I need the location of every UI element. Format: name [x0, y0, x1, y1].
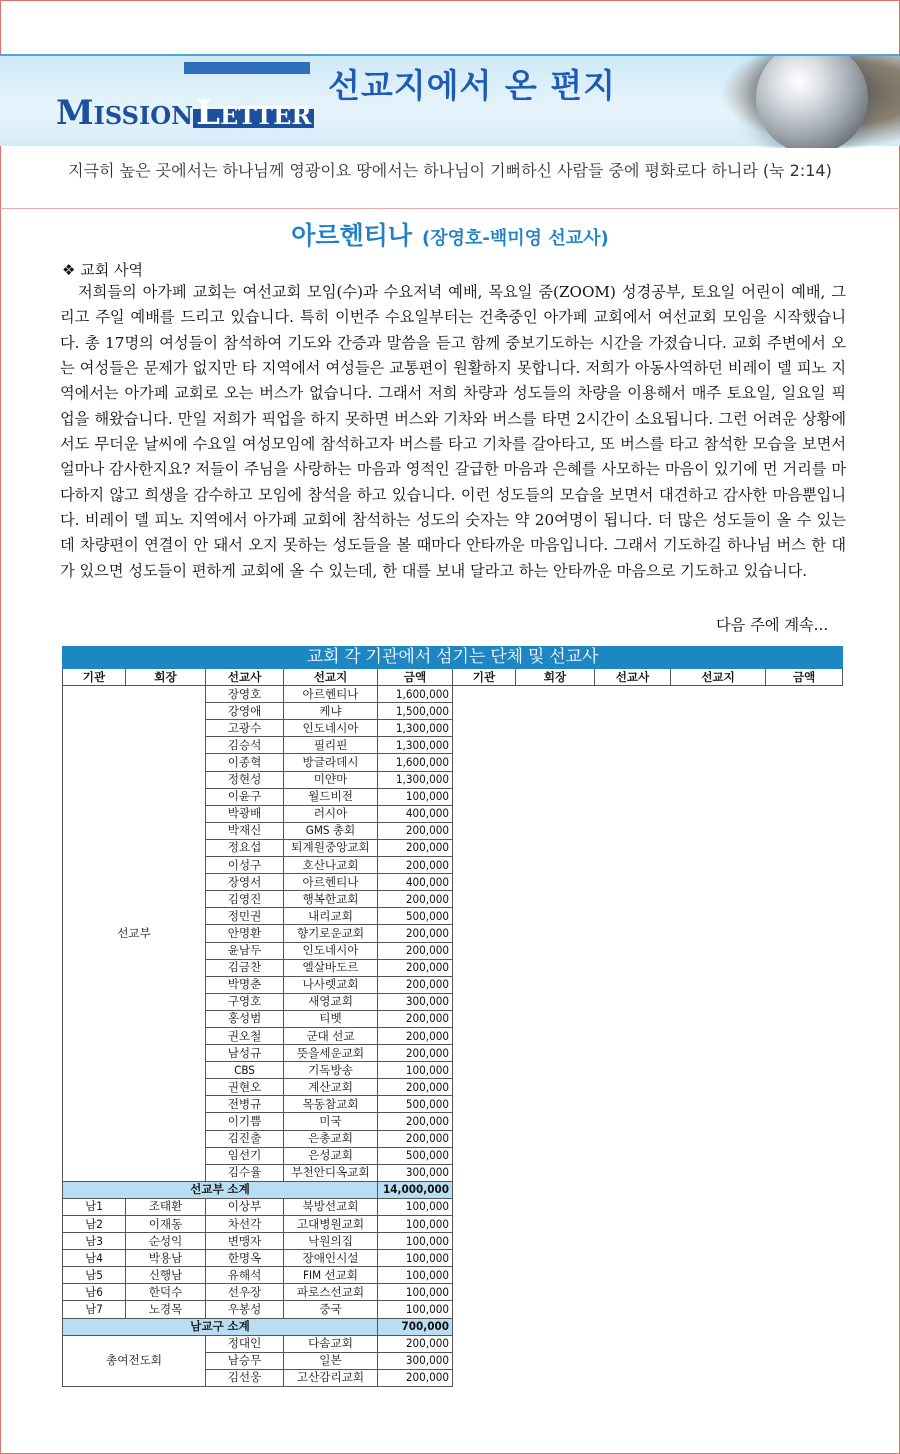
- field-cell: 은총교회: [284, 1130, 378, 1147]
- donation-table: [62, 646, 843, 1387]
- amount-cell: 200,000: [378, 976, 453, 993]
- org-cell: 남6: [63, 1284, 126, 1301]
- missionary-cell: 장영호: [206, 686, 284, 703]
- column-header: 금액: [378, 669, 453, 686]
- subtotal-amount: 14,000,000: [378, 1181, 453, 1198]
- amount-cell: 500,000: [378, 908, 453, 925]
- field-cell: 부천안디옥교회: [284, 1164, 378, 1181]
- page-title: 선교지에서 온 편지: [328, 66, 617, 105]
- amount-cell: 100,000: [378, 1250, 453, 1267]
- missionary-cell: 정대인: [206, 1335, 284, 1352]
- table-row: [63, 1267, 843, 1284]
- leader-cell: 조태환: [126, 1198, 206, 1215]
- missionary-cell: 한명옥: [206, 1250, 284, 1267]
- amount-cell: 200,000: [378, 942, 453, 959]
- org-cell: 총여전도회: [63, 1335, 206, 1386]
- amount-cell: 100,000: [378, 1284, 453, 1301]
- field-cell: 필리핀: [284, 737, 378, 754]
- amount-cell: 100,000: [378, 788, 453, 805]
- missionary-cell: 김선웅: [206, 1369, 284, 1386]
- amount-cell: 300,000: [378, 993, 453, 1010]
- field-cell: 일본: [284, 1352, 378, 1369]
- column-header: 선교지: [671, 669, 766, 686]
- amount-cell: 200,000: [378, 857, 453, 874]
- amount-cell: 500,000: [378, 1147, 453, 1164]
- missionary-cell: 김승석: [206, 737, 284, 754]
- amount-cell: 100,000: [378, 1301, 453, 1318]
- amount-cell: 1,500,000: [378, 703, 453, 720]
- org-cell: 남7: [63, 1301, 126, 1318]
- amount-cell: 200,000: [378, 1045, 453, 1062]
- missionary-cell: 고광수: [206, 720, 284, 737]
- table-row: [63, 686, 843, 703]
- missionary-cell: 안명환: [206, 925, 284, 942]
- table-row: [63, 1233, 843, 1250]
- field-cell: 파로스선교회: [284, 1284, 378, 1301]
- field-cell: 고대병원교회: [284, 1216, 378, 1233]
- missionary-cell: 권현오: [206, 1079, 284, 1096]
- field-cell: GMS 총회: [284, 822, 378, 839]
- column-header: 선교사: [206, 669, 284, 686]
- column-header: 금액: [766, 669, 843, 686]
- leader-cell: 순성익: [126, 1233, 206, 1250]
- amount-cell: 1,600,000: [378, 754, 453, 771]
- field-cell: 새영교회: [284, 993, 378, 1010]
- field-cell: 목동참교회: [284, 1096, 378, 1113]
- table-row: [63, 1216, 843, 1233]
- field-cell: 러시아: [284, 805, 378, 822]
- field-cell: 엘살바도르: [284, 959, 378, 976]
- missionary-cell: 김진출: [206, 1130, 284, 1147]
- amount-cell: 100,000: [378, 1062, 453, 1079]
- missionary-cell: 박광배: [206, 805, 284, 822]
- column-header: 기관: [453, 669, 516, 686]
- amount-cell: 1,300,000: [378, 720, 453, 737]
- missionary-cell: 유해석: [206, 1267, 284, 1284]
- missionary-cell: 변맹자: [206, 1233, 284, 1250]
- amount-cell: 300,000: [378, 1352, 453, 1369]
- missionary-cell: 이성구: [206, 857, 284, 874]
- missionary-names: (장영호-백미영 선교사): [422, 228, 609, 249]
- amount-cell: 100,000: [378, 1198, 453, 1215]
- amount-cell: 200,000: [378, 1130, 453, 1147]
- amount-cell: 1,600,000: [378, 686, 453, 703]
- missionary-cell: 강영애: [206, 703, 284, 720]
- org-cell: 남5: [63, 1267, 126, 1284]
- field-cell: 계산교회: [284, 1079, 378, 1096]
- bible-verse: 지극히 높은 곳에서는 하나님께 영광이요 땅에서는 하나님이 기뻐하신 사람들 중에 평화로다 하니라 (눅 2:14): [68, 161, 832, 180]
- field-cell: 다솜교회: [284, 1335, 378, 1352]
- field-cell: 북방선교회: [284, 1198, 378, 1215]
- leader-cell: 이재동: [126, 1216, 206, 1233]
- missionary-cell: 남성규: [206, 1045, 284, 1062]
- amount-cell: 300,000: [378, 1164, 453, 1181]
- amount-cell: 400,000: [378, 805, 453, 822]
- missionary-cell: 정요섭: [206, 839, 284, 856]
- subtotal-amount: 700,000: [378, 1318, 453, 1335]
- amount-cell: 200,000: [378, 822, 453, 839]
- amount-cell: 200,000: [378, 1079, 453, 1096]
- missionary-cell: 김수율: [206, 1164, 284, 1181]
- table-row: [63, 1284, 843, 1301]
- amount-cell: 200,000: [378, 959, 453, 976]
- column-header: 회장: [126, 669, 206, 686]
- amount-cell: 1,300,000: [378, 737, 453, 754]
- amount-cell: 400,000: [378, 874, 453, 891]
- column-header: 기관: [63, 669, 126, 686]
- field-cell: 장애인시설: [284, 1250, 378, 1267]
- globe-icon: [720, 56, 900, 148]
- field-cell: 인도네시아: [284, 720, 378, 737]
- missionary-cell: 선우장: [206, 1284, 284, 1301]
- org-cell: 남3: [63, 1233, 126, 1250]
- field-cell: 낙원의집: [284, 1233, 378, 1250]
- missionary-cell: 권오철: [206, 1027, 284, 1044]
- amount-cell: 200,000: [378, 839, 453, 856]
- leader-cell: 박용남: [126, 1250, 206, 1267]
- amount-cell: 100,000: [378, 1267, 453, 1284]
- table-row: [63, 1181, 843, 1198]
- org-cell: 남2: [63, 1216, 126, 1233]
- continued-note: 다음 주에 계속...: [716, 616, 829, 634]
- amount-cell: 200,000: [378, 1027, 453, 1044]
- field-cell: 호산나교회: [284, 857, 378, 874]
- column-header: 선교지: [284, 669, 378, 686]
- table-row: [63, 1335, 843, 1352]
- missionary-cell: 우봉성: [206, 1301, 284, 1318]
- amount-cell: 200,000: [378, 891, 453, 908]
- missionary-cell: 정민권: [206, 908, 284, 925]
- letter-body: 저희들의 아가페 교회는 여선교회 모임(수)과 수요저녁 예배, 목요일 줌(ZOOM) 성경공부, 토요일 어린이 예배, 그리고 주일 예배를 드리고 있습니다. 특히 이번주 수요일부터는 건축중인 아가페 교회에서 여선교회 모임을 시작했습니다. 총 17명의 여성들이 참석하여 기도와 간증과 말씀을 듣고 함께 중보기도하는 시간을 가졌습니다. 교회 주변에서 오는 여성들은 문제가 없지만 타 지역에서 여성들은 교통편이 원활하지 못합니다. 저희가 아동사역하던 비레이 델 피노 지역에서는 아가페 교회로 오는 버스가 없습니다. 그래서 저희 차량과 성도들의 차량을 이용해서 매주 토요일, 일요일 픽업을 해왔습니다. 만일 저희가 픽업을 하지 못하면 버스와 기차와 버스를 타면 2시간이 소요됩니다. 그런 어려운 상황에서도 무더운 날씨에 수요일 여성모임에 참석하고자 버스를 타고 기차를 갈아타고, 또 버스를 타고 참석한 모습을 보면서 얼마나 감사한지요? 저들이 주님을 사랑하는 마음과 영적인 갈급한 마음과 은혜를 사모하는 마음이 있기에 먼 거리를 마다하지 않고 희생을 감수하고 모임에 참석을 하고 있습니다. 이런 성도들의 모습을 보면서 대견하고 감사한 마음뿐입니다. 비레이 델 피노 지역에서 아가페 교회에 참석하는 성도의 숫자는 약 20여명이 됩니다. 더 많은 성도들이 올 수 있는데 차량편이 연결이 안 돼서 오지 못하는 성도들을 볼 때마다 안타까운 마음입니다. 그래서 기도하길 하나님 버스 한 대가 있으면 성도들이 편하게 교회에 올 수 있는데, 한 대를 보내 달라고 하는 안타까운 마음으로 기도하고 있습니다.: [60, 283, 846, 580]
- subtotal-label: 선교부 소계: [63, 1181, 378, 1198]
- missionary-cell: 이기쁨: [206, 1113, 284, 1130]
- amount-cell: 200,000: [378, 1113, 453, 1130]
- amount-cell: 100,000: [378, 1233, 453, 1250]
- section-title: ❖ 교회 사역: [62, 261, 143, 279]
- leader-cell: 노경목: [126, 1301, 206, 1318]
- logo-bar: [184, 62, 310, 74]
- amount-cell: 200,000: [378, 1010, 453, 1027]
- missionary-cell: 정현성: [206, 771, 284, 788]
- field-cell: 인도네시아: [284, 942, 378, 959]
- missionary-cell: 홍성범: [206, 1010, 284, 1027]
- field-cell: 뜻을세운교회: [284, 1045, 378, 1062]
- missionary-cell: 임선기: [206, 1147, 284, 1164]
- amount-cell: 200,000: [378, 1369, 453, 1386]
- field-cell: 고산감리교회: [284, 1369, 378, 1386]
- field-cell: 중국: [284, 1301, 378, 1318]
- field-cell: 군대 선교: [284, 1027, 378, 1044]
- field-cell: 은성교회: [284, 1147, 378, 1164]
- missionary-cell: 구영호: [206, 993, 284, 1010]
- missionary-cell: 김영진: [206, 891, 284, 908]
- field-cell: 미얀마: [284, 771, 378, 788]
- missionary-cell: CBS: [206, 1062, 284, 1079]
- missionary-cell: 박재신: [206, 822, 284, 839]
- org-cell: 선교부: [63, 686, 206, 1182]
- amount-cell: 200,000: [378, 1335, 453, 1352]
- amount-cell: 1,300,000: [378, 771, 453, 788]
- amount-cell: 100,000: [378, 1216, 453, 1233]
- field-cell: 아르헨티나: [284, 686, 378, 703]
- missionary-cell: 이윤구: [206, 788, 284, 805]
- amount-cell: 500,000: [378, 1096, 453, 1113]
- missionary-cell: 이상부: [206, 1198, 284, 1215]
- missionary-cell: 박명춘: [206, 976, 284, 993]
- missionary-cell: 차선각: [206, 1216, 284, 1233]
- letter-heading: [0, 216, 900, 252]
- missionary-cell: 김금찬: [206, 959, 284, 976]
- mission-letter-logo: MISSIONLETTER: [56, 93, 314, 133]
- field-cell: 케냐: [284, 703, 378, 720]
- country-name: 아르헨티나: [291, 221, 413, 250]
- column-header: 선교사: [595, 669, 671, 686]
- column-header: 회장: [516, 669, 595, 686]
- missionary-cell: 윤남두: [206, 942, 284, 959]
- missionary-cell: 장영서: [206, 874, 284, 891]
- table-row: [63, 1198, 843, 1215]
- missionary-cell: 남승무: [206, 1352, 284, 1369]
- subtotal-label: 남교구 소계: [63, 1318, 378, 1335]
- table-row: [63, 1301, 843, 1318]
- field-cell: 미국: [284, 1113, 378, 1130]
- missionary-cell: 이종혁: [206, 754, 284, 771]
- missionary-cell: 전병규: [206, 1096, 284, 1113]
- amount-cell: 200,000: [378, 925, 453, 942]
- divider: [0, 208, 900, 209]
- leader-cell: 한덕수: [126, 1284, 206, 1301]
- table-row: [63, 1318, 843, 1335]
- field-cell: 행복한교회: [284, 891, 378, 908]
- field-cell: 나사렛교회: [284, 976, 378, 993]
- field-cell: 월드비전: [284, 788, 378, 805]
- field-cell: 티벳: [284, 1010, 378, 1027]
- org-cell: 남4: [63, 1250, 126, 1267]
- field-cell: FIM 선교회: [284, 1267, 378, 1284]
- field-cell: 퇴계원중앙교회: [284, 839, 378, 856]
- field-cell: 방글라데시: [284, 754, 378, 771]
- field-cell: 내리교회: [284, 908, 378, 925]
- field-cell: 기독방송: [284, 1062, 378, 1079]
- table-title: 교회 각 기관에서 섬기는 단체 및 선교사: [63, 647, 843, 669]
- field-cell: 향기로운교회: [284, 925, 378, 942]
- field-cell: 아르헨티나: [284, 874, 378, 891]
- leader-cell: 신행남: [126, 1267, 206, 1284]
- table-row: [63, 1250, 843, 1267]
- org-cell: 남1: [63, 1198, 126, 1215]
